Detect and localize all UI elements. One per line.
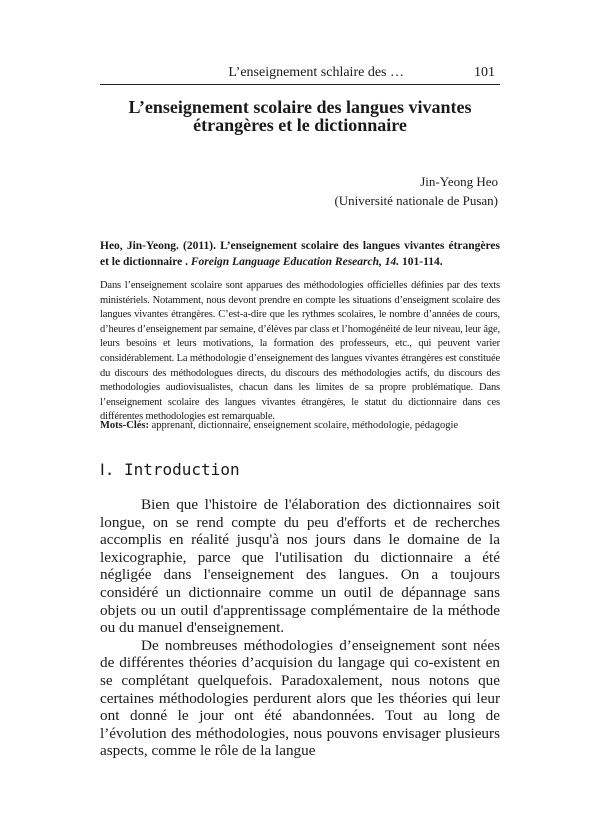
- citation-authors-title: Heo, Jin-Yeong. (2011). L’enseignement scolaire des langues vivantes étrangères et le dictionnaire .: [100, 240, 500, 268]
- body-paragraph-1: Bien que l'histoire de l'élaboration des dictionnaires soit longue, on se rend compte du peu d'efforts et de recherches accomplis en réalité jusqu'à nos jours dans le domaine de la lexicographie, parce que l'utilisation du dictionnaire a été négligée dans l'enseignement des langues. On a toujours considéré un dictionnaire comme un outil de dépannage sans objets ou un outil d'apprentissage complémentaire de la méthode ou du manuel d'enseignement.: [100, 496, 500, 637]
- keywords-value: apprenant, dictionnaire, enseignement scolaire, méthodologie, pédagogie: [148, 420, 459, 431]
- body-paragraph-2: De nombreuses méthodologies d’enseignement sont nées de différentes théories d’acquision du langage qui co-existent en se complétant quelquefois. Paradoxalement, nous notons que certaines méthodologies perdurent alors que les théories qui leur ont donné le jour ont été abandonnées. Tout au long de l’évolution des méthodologies, nous pouvons envisager plusieurs aspects, comme le rôle de la langue: [100, 636, 500, 760]
- paper-title: [100, 98, 500, 134]
- keywords: [100, 419, 500, 433]
- section-heading: Ⅰ. Introduction: [100, 460, 240, 479]
- paper-title-line-2: étrangères et le dictionnaire: [193, 115, 407, 135]
- paper-title-line-1: L’enseignement scolaire des langues vivantes: [128, 97, 472, 117]
- running-header-title: L’enseignement schlaire des …: [228, 65, 404, 80]
- keywords-label: Mots-Clés:: [100, 420, 149, 431]
- author-name: Jin-Yeong Heo: [420, 174, 498, 189]
- author-affiliation: (Université nationale de Pusan): [334, 193, 498, 208]
- page-number: 101: [474, 65, 495, 80]
- running-header: [100, 64, 500, 85]
- citation-pages: 101-114.: [402, 255, 443, 268]
- author-block: [334, 172, 498, 210]
- abstract: Dans l’enseignement scolaire sont apparues des méthodologies officielles définies par des texts ministériels. Notamment, nous devont prendre en compte les situations d’enseigment scolaire des langues vivantes étrangères. C’est-a-dire que les rythmes scolaires, le nombre d’années de cours, d’heures d’enseignement par semaine, d’élèves par class et l’homogénéité de leur niveau, leur âge, leurs besoins et leurs motivations, la formation des professeurs, etc., qui peuvent varier considérablement. La méthodologie d’enseignement des langues vivantes étrangères est constituée du discours des méthodologues directs, du discours des méthodologies actifs, du discours des methodologies audiovisualistes, chacun dans les limites de sa propre problématique. Dans l’enseignement scolaire des langues vivantes étrangères, le statut du dictionnaire dans ces différentes methodologies est remarquable.: [100, 280, 500, 423]
- citation: [100, 239, 500, 270]
- citation-journal: Foreign Language Education Research, 14.: [190, 255, 400, 268]
- body-text: [100, 496, 500, 760]
